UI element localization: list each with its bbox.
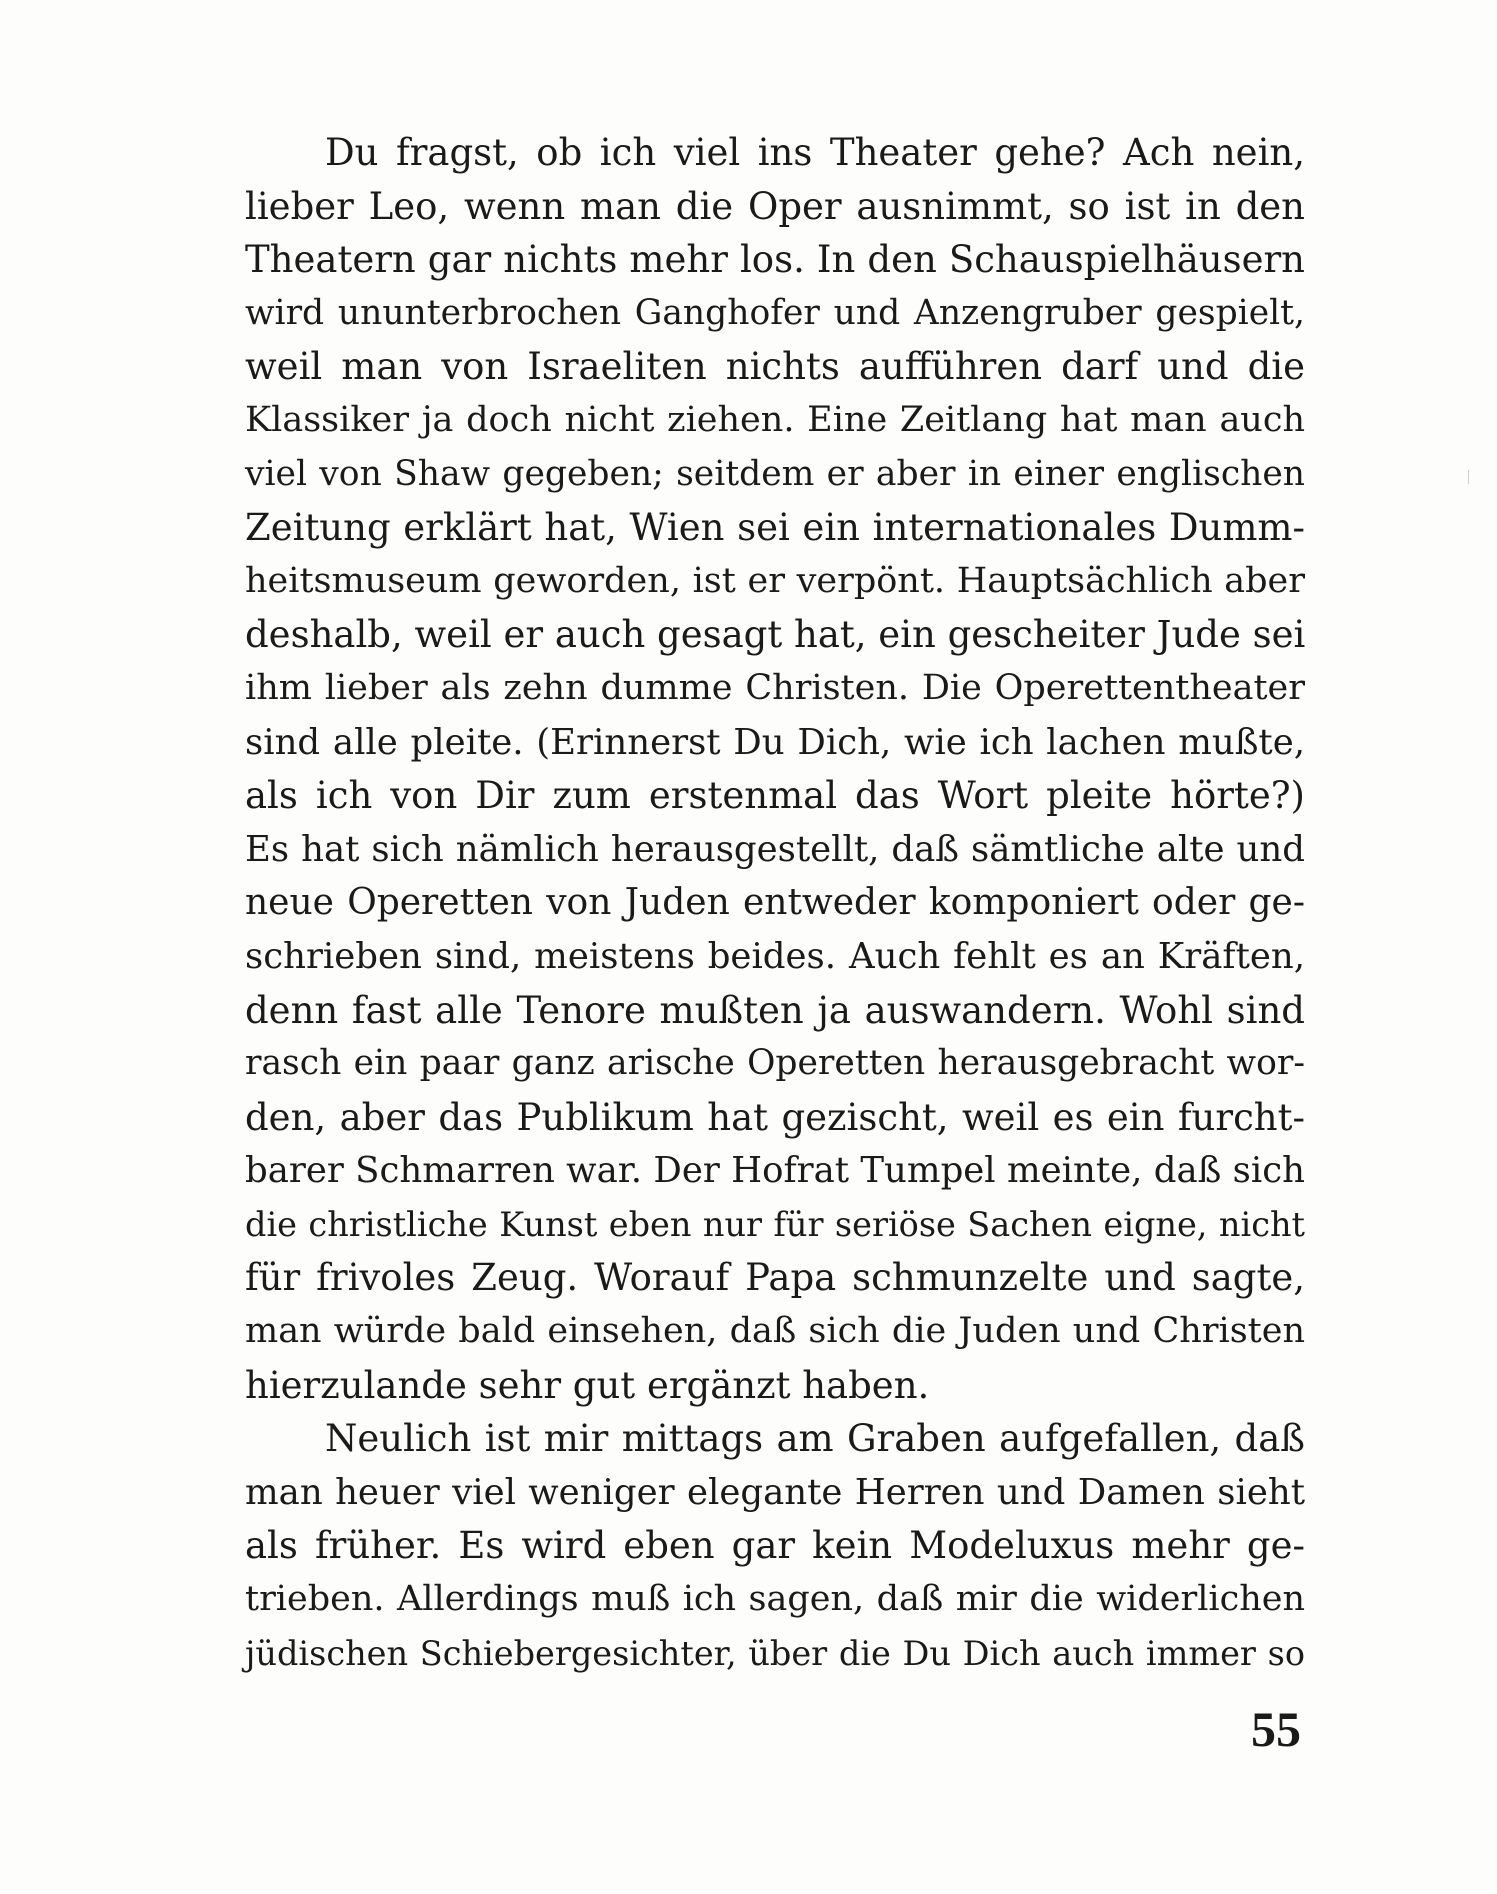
text-line: weil man von Israeliten nichts aufführen darf und die	[245, 345, 1305, 389]
text-line: barer Schmarren war. Der Hofrat Tumpel meinte, daß sich	[245, 1150, 1305, 1192]
text-line: deshalb, weil er auch gesagt hat, ein gescheiter Jude sei	[245, 613, 1306, 657]
text-line: ihm lieber als zehn dumme Christen. Die Operettentheater	[245, 667, 1305, 708]
text-line: Du fragst, ob ich viel ins Theater gehe? Ach nein,	[325, 131, 1305, 174]
text-line: lieber Leo, wenn man die Oper ausnimmt, so ist in den	[245, 184, 1305, 228]
text-line: viel von Shaw gegeben; seitdem er aber in einer englischen	[245, 453, 1305, 494]
text-line: jüdischen Schiebergesichter, über die Du Dich auch immer so	[245, 1633, 1305, 1673]
text-line: neue Operetten von Juden entweder komponiert oder ge-	[245, 882, 1305, 924]
text-line: für frivoles Zeug. Worauf Papa schmunzelte und sagte,	[245, 1256, 1305, 1300]
text-line: als früher. Es wird eben gar kein Modeluxus mehr ge-	[245, 1524, 1305, 1568]
text-line: man würde bald einsehen, daß sich die Juden und Christen	[245, 1311, 1305, 1352]
text-line: wird ununterbrochen Ganghofer und Anzengruber gespielt,	[245, 292, 1305, 333]
text-line: sind alle pleite. (Erinnerst Du Dich, wie ich lachen mußte,	[245, 721, 1305, 763]
page-number: 55	[1251, 1701, 1301, 1757]
text-line: die christliche Kunst eben nur für seriöse Sachen eigne, nicht	[245, 1204, 1305, 1244]
text-line: heitsmuseum geworden, ist er verpönt. Hauptsächlich aber	[245, 560, 1305, 601]
text-line: man heuer viel weniger elegante Herren und Damen sieht	[245, 1471, 1305, 1513]
text-line: den, aber das Publikum hat gezischt, weil es ein furcht-	[245, 1095, 1305, 1139]
text-line: schrieben sind, meistens beides. Auch fehlt es an Kräften,	[245, 935, 1305, 977]
text-line: Es hat sich nämlich herausgestellt, daß sämtliche alte und	[245, 828, 1305, 870]
text-line: Neulich ist mir mittags am Graben aufgefallen, daß	[325, 1417, 1305, 1461]
margin-mark	[1468, 470, 1469, 484]
text-line: als ich von Dir zum erstenmal das Wort pleite hörte?)	[245, 774, 1305, 818]
text-line: Theatern gar nichts mehr los. In den Schauspielhäusern	[245, 238, 1305, 282]
text-line: denn fast alle Tenore mußten ja auswandern. Wohl sind	[245, 988, 1305, 1032]
text-line: trieben. Allerdings muß ich sagen, daß mir die widerlichen	[245, 1579, 1305, 1620]
text-line: rasch ein paar ganz arische Operetten herausgebracht wor-	[245, 1043, 1305, 1084]
body-text	[245, 126, 1305, 1680]
text-line: Klassiker ja doch nicht ziehen. Eine Zeitlang hat man auch	[245, 399, 1305, 440]
text-line: Zeitung erklärt hat, Wien sei ein internationales Dumm-	[245, 506, 1305, 550]
text-line: hierzulande sehr gut ergänzt haben.	[245, 1363, 930, 1407]
